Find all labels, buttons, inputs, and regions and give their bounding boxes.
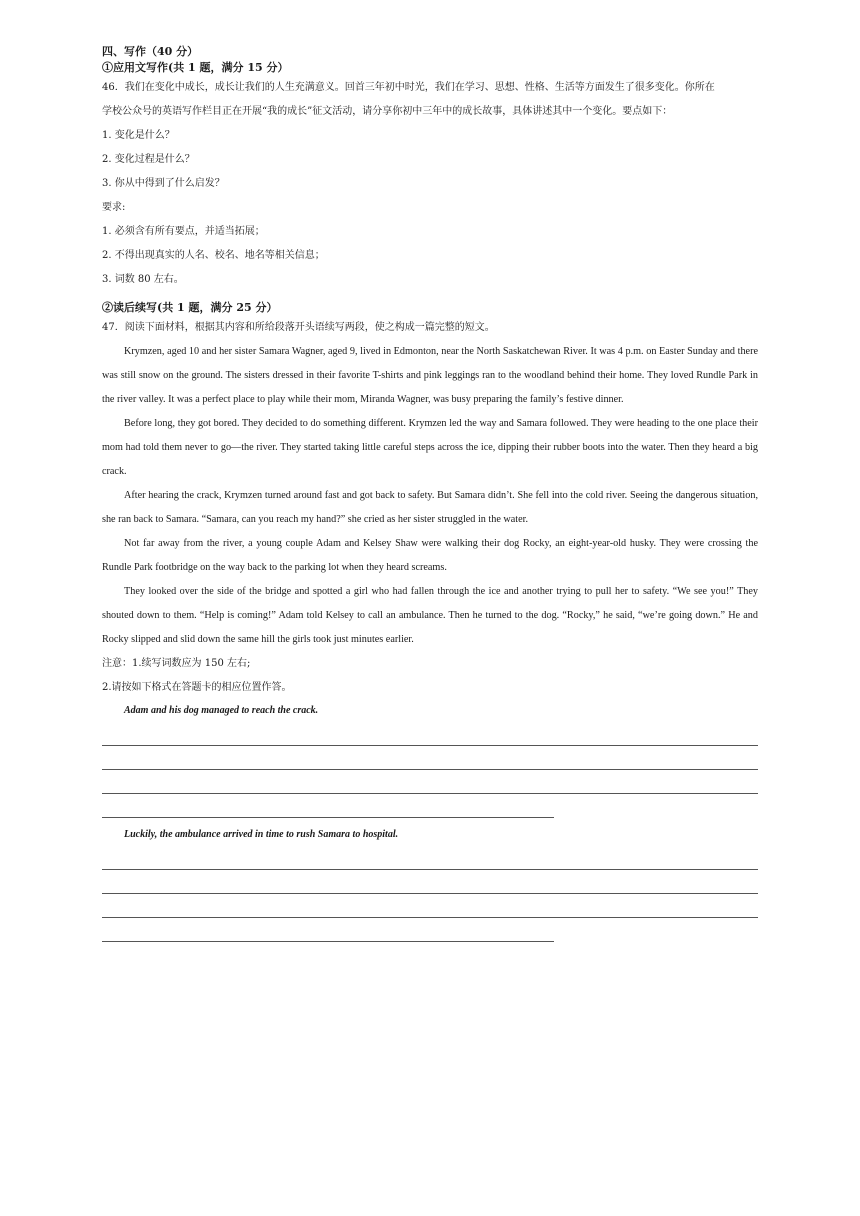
answer-line xyxy=(102,846,758,870)
answer-line xyxy=(102,770,758,794)
part2-title: ②读后续写(共 1 题，满分 25 分） xyxy=(102,301,278,314)
requirement-item: 2. 不得出现真实的人名、校名、地名等相关信息； xyxy=(102,250,325,261)
part1-prompt-line1: 46．我们在变化中成长，成长让我们的人生充满意义。回首三年初中时光，我们在学习、思想、性格、生活等方面发生了很多变化。你所在 xyxy=(102,82,715,93)
note-line: 2.请按如下格式在答题卡的相应位置作答。 xyxy=(102,682,292,693)
passage-paragraph: Before long, they got bored. They decided to do something different. Krymzen led the way and Samara followed. They were heading to the one place their mom had told them never to go—the river. They started taking little careful steps across the ice, dipping their rubber boots into the water. Then they heard a big crack. xyxy=(102,418,758,477)
passage-paragraph: Not far away from the river, a young couple Adam and Kelsey Shaw were walking their dog Rocky, an eight-year-old husky. They were crossing the Rundle Park footbridge on the way back to the parking lot when they heard screams. xyxy=(102,538,758,573)
part1-title: ①应用文写作(共 1 题，满分 15 分） xyxy=(102,61,289,74)
passage-paragraph: After hearing the crack, Krymzen turned around fast and got back to safety. But Samara didn’t. She fell into the cold river. Seeing the dangerous situation, she ran back to Samara. “Samara, can you reach my hand?” she cried as her sister struggled in the water. xyxy=(102,490,758,525)
note-line: 注意：1.续写词数应为 150 左右; xyxy=(102,658,251,669)
answer-line xyxy=(102,894,758,918)
continuation-starter-2: Luckily, the ambulance arrived in time to rush Samara to hospital. xyxy=(124,829,399,840)
answer-line xyxy=(102,794,554,818)
point-item: 2. 变化过程是什么？ xyxy=(102,154,195,165)
answer-line xyxy=(102,722,758,746)
part2-prompt: 47．阅读下面材料，根据其内容和所给段落开头语续写两段，使之构成一篇完整的短文。 xyxy=(102,322,495,333)
passage-paragraph: Krymzen, aged 10 and her sister Samara Wagner, aged 9, lived in Edmonton, near the North Saskatchewan River. It was 4 p.m. on Easter Sunday and there was still snow on the ground. The sisters dressed in their favorite T-shirts and pink leggings ran to the woodland behind their home. They loved Rundle Park in the river valley. It was a perfect place to play while their mom, Miranda Wagner, was busy preparing the family’s festive dinner. xyxy=(102,346,758,405)
requirement-item: 3. 词数 80 左右。 xyxy=(102,274,184,285)
answer-area-1[interactable] xyxy=(102,722,758,818)
requirement-item: 1. 必须含有所有要点，并适当拓展； xyxy=(102,226,265,237)
point-item: 1. 变化是什么？ xyxy=(102,130,175,141)
point-item: 3. 你从中得到了什么启发？ xyxy=(102,178,225,189)
part1-prompt-line2: 学校公众号的英语写作栏目正在开展“我的成长”征文活动，请分享你初中三年中的成长故事，具体讲述其中一个变化。要点如下： xyxy=(102,106,673,117)
continuation-starter-1: Adam and his dog managed to reach the crack. xyxy=(124,705,319,716)
answer-line xyxy=(102,746,758,770)
answer-line xyxy=(102,870,758,894)
requirements-label: 要求: xyxy=(102,202,126,213)
exam-page xyxy=(102,44,758,942)
answer-line xyxy=(102,918,554,942)
answer-area-2[interactable] xyxy=(102,846,758,942)
passage-paragraph: They looked over the side of the bridge and spotted a girl who had fallen through the ice and another trying to pull her to safety. “We see you!” They shouted down to them. “Help is coming!” Adam told Kelsey to call an ambulance. Then he turned to the dog. “Rocky,” he said, “we’re going down.” He and Rocky slipped and slid down the same hill the girls took just minutes earlier. xyxy=(102,586,758,645)
section-title: 四、写作（40 分） xyxy=(102,45,199,58)
